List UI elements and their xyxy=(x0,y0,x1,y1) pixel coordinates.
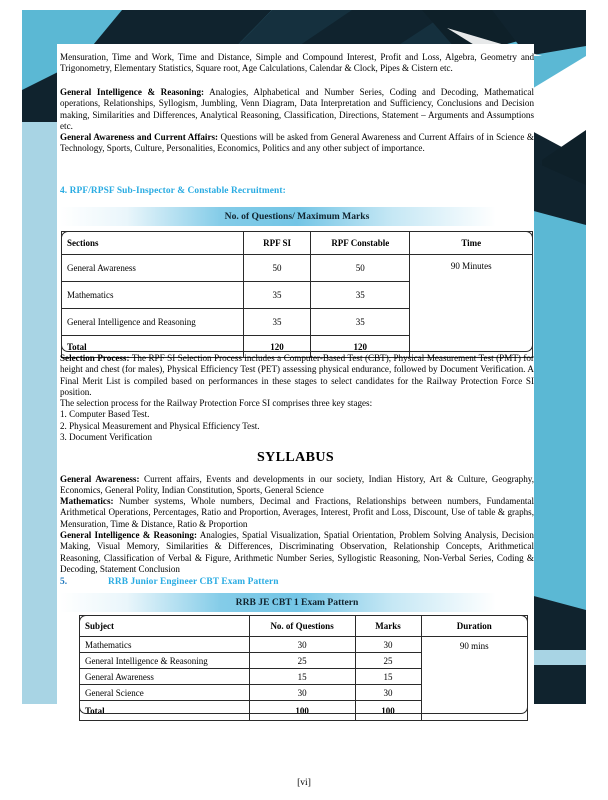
selection-stage-item: 3. Document Verification xyxy=(60,431,153,442)
general-awareness-text: Questions will be asked from General Awareness and Current Affairs of in Science & Technology, Sports, Culture, Personalities, Economics, Politics and any other subject of importance. xyxy=(60,132,534,154)
cell-total-questions: 100 xyxy=(249,701,355,721)
cell-subject: General Science xyxy=(80,685,250,701)
rpf-exam-pattern-table xyxy=(61,231,533,358)
rrb-je-exam-pattern-table xyxy=(79,615,528,721)
cell-marks: 25 xyxy=(355,653,421,669)
cell-marks: 15 xyxy=(355,669,421,685)
th-duration: Duration xyxy=(421,616,528,637)
syllabus-mathematics xyxy=(60,496,534,530)
section-4-heading: 4. RPF/RPSF Sub-Inspector & Constable Recruitment: xyxy=(60,186,286,196)
selection-stage-item: 1. Computer Based Test. xyxy=(60,409,150,420)
cell-subject: General Awareness xyxy=(80,669,250,685)
table-row xyxy=(80,637,528,653)
table-header-row xyxy=(62,232,533,255)
section-5-heading: RRB Junior Engineer CBT Exam Pattern xyxy=(108,577,279,587)
cell-total-si: 120 xyxy=(244,336,311,358)
cell-questions: 30 xyxy=(249,637,355,653)
syllabus-title: SYLLABUS xyxy=(256,450,335,465)
cell-si: 50 xyxy=(244,255,311,282)
general-awareness-label: General Awareness and Current Affairs: xyxy=(60,132,219,142)
cell-total-constable: 120 xyxy=(311,336,410,358)
cell-section: General Intelligence and Reasoning xyxy=(62,309,244,336)
cell-constable: 35 xyxy=(311,282,410,309)
cell-section: Mathematics xyxy=(62,282,244,309)
selection-process-paragraph xyxy=(60,353,534,398)
cell-questions: 30 xyxy=(249,685,355,701)
th-time: Time xyxy=(410,232,533,255)
cell-questions: 25 xyxy=(249,653,355,669)
section-5-banner: RRB JE CBT 1 Exam Pattern xyxy=(60,593,534,612)
general-intelligence-text: Analogies, Alphabetical and Number Series, Coding and Decoding, Mathematical operations, Relationships, Syllogism, Jumbling, Venn Diagram, Data Interpretation and Sufficiency, Conclusions and Decision making, Similarities and Differences, Analytical Reasoning, Classification, Directions, Statement – Arguments and Assumptions etc. xyxy=(60,87,534,131)
cell-questions: 15 xyxy=(249,669,355,685)
section-4-banner: No. of Questions/ Maximum Marks xyxy=(60,207,534,226)
cell-total-marks: 100 xyxy=(355,701,421,721)
table-header-row xyxy=(80,616,528,637)
section-5-number: 5. xyxy=(60,577,68,587)
cell-constable: 50 xyxy=(311,255,410,282)
cell-constable: 35 xyxy=(311,309,410,336)
mathematics-continued-paragraph xyxy=(60,52,534,75)
th-rpf-si: RPF SI xyxy=(244,232,311,255)
page-number: [vi] xyxy=(297,778,311,788)
cell-marks: 30 xyxy=(355,685,421,701)
cell-total-label: Total xyxy=(62,336,244,358)
th-no-of-questions: No. of Questions xyxy=(249,616,355,637)
table-row xyxy=(62,255,533,282)
syllabus-entry-text: Analogies, Spatial Visualization, Spatial Orientation, Problem Solving Analysis, Decision Making, Visual Memory, Similarities & Differences, Discriminating Observation, Relationship Concepts, Arithmetical Reasoning, Classification of Verbal & Figure, Arithmetic Number Series, Syllogistic Reasoning, Non-Verbal Series, Coding & Decoding, Statement Conclusion xyxy=(60,530,534,574)
cell-total-label: Total xyxy=(80,701,250,721)
cell-subject: General Intelligence & Reasoning xyxy=(80,653,250,669)
th-sections: Sections xyxy=(62,232,244,255)
general-awareness-current-affairs-paragraph xyxy=(60,132,534,155)
selection-process-text: The RPF SI Selection Process includes a Computer-Based Test (CBT), Physical Measurement Test (PMT) for height and chest (for males), Physical Efficiency Test (PET) assessing physical endurance, followed by Document Verification. A Final Merit List is compiled based on performances in these stages to select candidates for the Railway Protection Force SI position. xyxy=(60,353,535,397)
cell-si: 35 xyxy=(244,282,311,309)
mathematics-tail-text: Mensuration, Time and Work, Time and Distance, Simple and Compound Interest, Profit and Loss, Algebra, Geometry and Trigonometry, Elementary Statistics, Square root, Age Calculations, Calendar & Clock, Pipes & Cistern etc. xyxy=(60,52,534,74)
selection-stages-intro: The selection process for the Railway Protection Force SI comprises three key stages: xyxy=(60,398,373,408)
syllabus-entry-label: General Intelligence & Reasoning: xyxy=(60,530,197,540)
cell-marks: 30 xyxy=(355,637,421,653)
syllabus-general-intelligence xyxy=(60,530,534,575)
syllabus-entry-text: Number systems, Whole numbers, Decimal and Fractions, Relationships between numbers, Fundamental Arithmetical Operations, Percentages, Ratio and Proportion, Averages, Interest, Profit and Loss, Discount, Use of table & graphs, Mensuration, Time & Distance, Ratio & Proportion xyxy=(60,496,534,529)
selection-process-label: Selection Process: xyxy=(60,353,130,363)
syllabus-entry-label: General Awareness: xyxy=(60,474,140,484)
cell-section: General Awareness xyxy=(62,255,244,282)
th-marks: Marks xyxy=(355,616,421,637)
general-intelligence-paragraph xyxy=(60,87,534,132)
selection-stages-block xyxy=(60,398,534,443)
cell-si: 35 xyxy=(244,309,311,336)
cell-duration: 90 mins xyxy=(421,637,528,721)
general-intelligence-label: General Intelligence & Reasoning: xyxy=(60,87,205,97)
th-subject: Subject xyxy=(80,616,250,637)
selection-stage-item: 2. Physical Measurement and Physical Efficiency Test. xyxy=(60,420,260,431)
th-rpf-constable: RPF Constable xyxy=(311,232,410,255)
syllabus-entry-label: Mathematics: xyxy=(60,496,114,506)
syllabus-general-awareness xyxy=(60,474,534,497)
cell-time: 90 Minutes xyxy=(410,255,533,358)
syllabus-entry-text: Current affairs, Events and developments in our society, Indian History, Art & Culture, Geography, Economics, General Polity, Indian Constitution, Sports, General Science xyxy=(60,474,534,496)
cell-subject: Mathematics xyxy=(80,637,250,653)
